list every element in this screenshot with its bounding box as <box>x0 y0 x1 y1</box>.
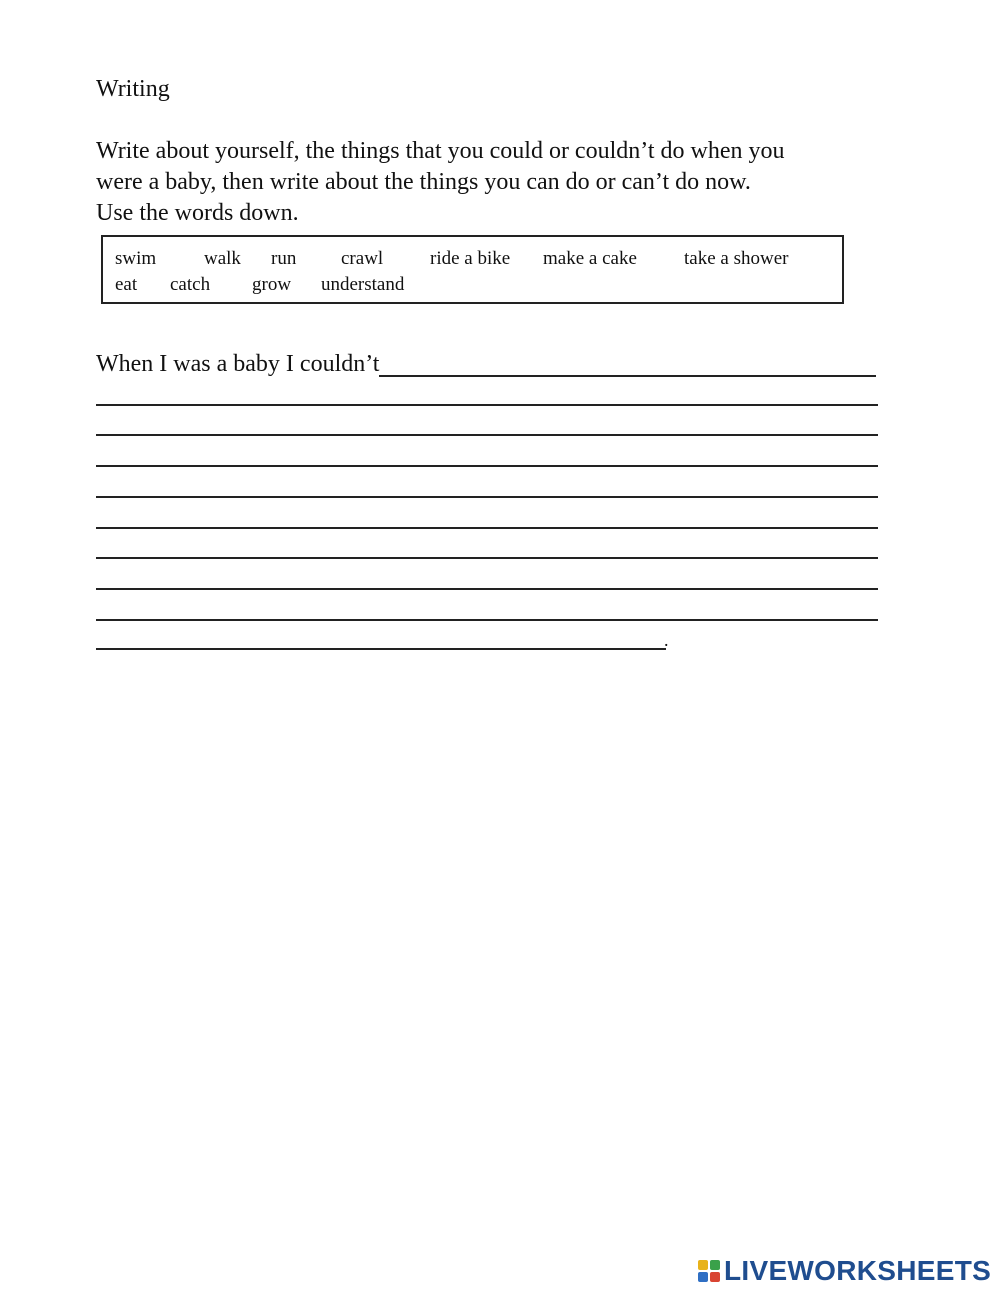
closing-period: . <box>664 630 669 650</box>
word-bank-item: take a shower <box>684 248 789 269</box>
sentence-starter: When I was a baby I couldn’t <box>96 351 380 377</box>
word-bank-item: run <box>271 248 297 269</box>
writing-line[interactable] <box>96 588 878 590</box>
word-bank-item: understand <box>321 274 405 295</box>
writing-line[interactable] <box>96 557 878 559</box>
instructions <box>96 136 896 229</box>
word-bank-item: eat <box>115 274 138 295</box>
word-bank-item: make a cake <box>543 248 637 269</box>
instruction-line: Write about yourself, the things that you could or couldn’t do when you <box>96 138 785 164</box>
word-bank-item: grow <box>252 274 292 295</box>
word-bank-item: swim <box>115 248 157 269</box>
sentence-starter-row <box>96 349 876 381</box>
answer-blank[interactable] <box>379 374 876 377</box>
writing-line[interactable] <box>96 404 878 406</box>
instruction-line: Use the words down. <box>96 200 299 226</box>
word-bank-box <box>101 235 844 304</box>
writing-line-last[interactable] <box>96 648 666 650</box>
word-bank-item: ride a bike <box>430 248 511 269</box>
writing-line[interactable] <box>96 619 878 621</box>
writing-line[interactable] <box>96 465 878 467</box>
writing-line[interactable] <box>96 434 878 436</box>
brand-footer <box>698 1254 991 1288</box>
word-bank-item: catch <box>170 274 211 295</box>
writing-line[interactable] <box>96 527 878 529</box>
liveworksheets-logo-icon <box>698 1260 720 1282</box>
brand-wordmark: LIVEWORKSHEETS <box>724 1255 992 1286</box>
word-bank-item: crawl <box>341 248 384 269</box>
writing-line[interactable] <box>96 496 878 498</box>
page-title: Writing <box>96 76 170 102</box>
word-bank-item: walk <box>204 248 241 269</box>
instruction-line: were a baby, then write about the things you can do or can’t do now. <box>96 169 751 195</box>
